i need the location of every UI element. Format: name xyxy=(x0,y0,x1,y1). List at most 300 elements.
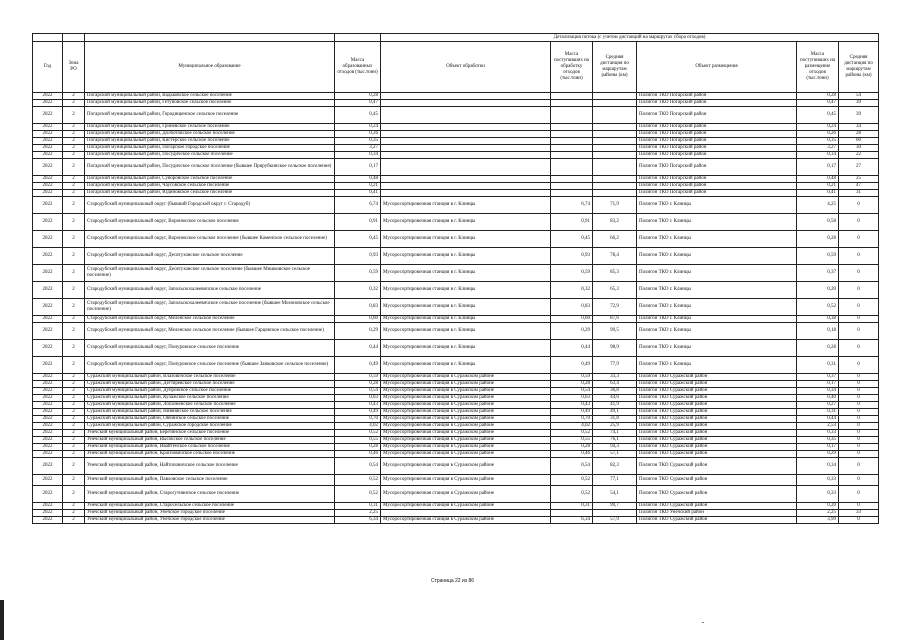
cell-mass-placed: 0,34 xyxy=(797,388,839,395)
cell-mass-generated: 0,26 xyxy=(335,131,381,138)
cell-zone: 2 xyxy=(63,152,85,159)
cell-avg-distance-processing xyxy=(593,176,637,183)
cell-mass-placed: 0,35 xyxy=(797,437,839,444)
table-row xyxy=(33,486,879,503)
table-row xyxy=(33,458,879,475)
cell-year: 2022 xyxy=(33,316,63,323)
cell-municipality: Унечский муниципальный район, Павловское сельское поселение xyxy=(85,475,335,486)
cell-mass-placed: 0,37 xyxy=(797,265,839,282)
cell-zone: 2 xyxy=(63,430,85,437)
cell-year: 2022 xyxy=(33,197,63,214)
cell-mass-placed: 0,31 xyxy=(797,409,839,416)
cell-avg-distance-placement: 39 xyxy=(839,100,879,107)
cell-placement-object: Полигон ТКО Суражский район xyxy=(637,374,797,381)
cell-processing-object xyxy=(381,152,551,159)
cell-processing-object: Мусоросортировочная станция в Суражском районе xyxy=(381,381,551,388)
cell-placement-object: Полигон ТКО Суражский район xyxy=(637,430,797,437)
cell-processing-object: Мусоросортировочная станция в Суражском районе xyxy=(381,402,551,409)
cell-mass-to-processing: 6,74 xyxy=(551,197,593,214)
cell-processing-object: Мусоросортировочная станция в Суражском районе xyxy=(381,517,551,524)
cell-processing-object: Мусоросортировочная станция в Суражском районе xyxy=(381,388,551,395)
cell-mass-generated: 4,02 xyxy=(335,423,381,430)
cell-avg-distance-placement: 0 xyxy=(839,357,879,374)
cell-placement-object: Полигон ТКО Суражский район xyxy=(637,517,797,524)
cell-avg-distance-placement: 0 xyxy=(839,451,879,458)
header-processing-object: Объект обработки xyxy=(381,42,551,93)
cell-avg-distance-processing xyxy=(593,190,637,197)
cell-processing-object: Мусоросортировочная станция в Суражском районе xyxy=(381,486,551,503)
cell-mass-to-processing xyxy=(551,145,593,152)
cell-mass-generated: 0,35 xyxy=(335,138,381,145)
table-row xyxy=(33,503,879,510)
cell-avg-distance-processing: 44,6 xyxy=(593,395,637,402)
cell-mass-to-processing xyxy=(551,152,593,159)
cell-zone: 2 xyxy=(63,381,85,388)
cell-avg-distance-processing: 77,9 xyxy=(593,357,637,374)
table-row xyxy=(33,265,879,282)
cell-year: 2022 xyxy=(33,416,63,423)
cell-processing-object: Мусоросортировочная станция в Суражском районе xyxy=(381,458,551,475)
cell-placement-object: Полигон ТКО Погарский район xyxy=(637,145,797,152)
cell-mass-to-processing xyxy=(551,124,593,131)
cell-zone: 2 xyxy=(63,395,85,402)
cell-zone: 2 xyxy=(63,357,85,374)
cell-municipality: Суражский муниципальный район, Суражское городское поселение xyxy=(85,423,335,430)
cell-placement-object: Полигон ТКО Суражский район xyxy=(637,486,797,503)
cell-placement-object: Полигон ТКО Суражский район xyxy=(637,444,797,451)
cell-mass-to-processing: 0,45 xyxy=(551,231,593,248)
cell-avg-distance-placement: 0 xyxy=(839,409,879,416)
cell-mass-to-processing: 0,52 xyxy=(551,475,593,486)
cell-avg-distance-placement: 0 xyxy=(839,475,879,486)
cell-mass-to-processing: 0,52 xyxy=(551,486,593,503)
cell-zone: 2 xyxy=(63,124,85,131)
cell-mass-generated: 0,24 xyxy=(335,124,381,131)
cell-zone: 2 xyxy=(63,282,85,299)
band-row xyxy=(33,34,879,42)
cell-year: 2022 xyxy=(33,510,63,517)
cell-zone: 2 xyxy=(63,510,85,517)
cell-mass-to-processing xyxy=(551,190,593,197)
table-row xyxy=(33,374,879,381)
table-row xyxy=(33,145,879,152)
cell-year: 2022 xyxy=(33,388,63,395)
cell-mass-to-processing xyxy=(551,100,593,107)
table-row xyxy=(33,517,879,524)
cell-mass-generated: 0,47 xyxy=(335,100,381,107)
cell-avg-distance-processing xyxy=(593,138,637,145)
cell-year: 2022 xyxy=(33,323,63,340)
header-row xyxy=(33,42,879,93)
cell-placement-object: Полигон ТКО Суражский район xyxy=(637,416,797,423)
table-row xyxy=(33,159,879,176)
cell-mass-to-processing: 0,28 xyxy=(551,381,593,388)
cell-placement-object: Полигон ТКО Погарский район xyxy=(637,138,797,145)
table-row xyxy=(33,437,879,444)
cell-year: 2022 xyxy=(33,131,63,138)
cell-municipality: Суражский муниципальный район, Дегтяревское сельское поселение xyxy=(85,381,335,388)
cell-processing-object xyxy=(381,190,551,197)
cell-processing-object: Мусоросортировочная станция в Суражском районе xyxy=(381,409,551,416)
cell-municipality: Унечский муниципальный район, Красновичское сельское поселение xyxy=(85,451,335,458)
cell-processing-object: Мусоросортировочная станция в г. Клинцы xyxy=(381,214,551,231)
cell-zone: 2 xyxy=(63,388,85,395)
scan-speck xyxy=(702,622,704,623)
cell-avg-distance-processing: 94,3 xyxy=(593,444,637,451)
cell-year: 2022 xyxy=(33,357,63,374)
cell-municipality: Суражский муниципальный район, Овчинское сельское поселение xyxy=(85,416,335,423)
cell-avg-distance-processing: 66,2 xyxy=(593,231,637,248)
cell-processing-object: Мусоросортировочная станция в г. Клинцы xyxy=(381,265,551,282)
table-row xyxy=(33,190,879,197)
cell-avg-distance-processing: 33,3 xyxy=(593,374,637,381)
cell-year: 2022 xyxy=(33,486,63,503)
cell-placement-object: Полигон ТКО Погарский район xyxy=(637,107,797,124)
cell-zone: 2 xyxy=(63,231,85,248)
cell-processing-object xyxy=(381,107,551,124)
cell-avg-distance-processing: 57,1 xyxy=(593,451,637,458)
cell-mass-to-processing: 6,34 xyxy=(551,517,593,524)
cell-mass-generated: 0,21 xyxy=(335,183,381,190)
cell-avg-distance-placement: 0 xyxy=(839,430,879,437)
cell-zone: 2 xyxy=(63,444,85,451)
table-row xyxy=(33,409,879,416)
cell-mass-generated: 0,44 xyxy=(335,340,381,357)
cell-processing-object: Мусоросортировочная станция в Суражском районе xyxy=(381,395,551,402)
cell-placement-object: Полигон ТКО г. Клинцы xyxy=(637,231,797,248)
cell-year: 2022 xyxy=(33,374,63,381)
cell-placement-object: Полигон ТКО Суражский район xyxy=(637,402,797,409)
cell-mass-to-processing: 0,49 xyxy=(551,409,593,416)
cell-avg-distance-placement: 0 xyxy=(839,231,879,248)
cell-mass-placed: 0,28 xyxy=(797,231,839,248)
cell-municipality: Суражский муниципальный район, Кулажское сельское поселение xyxy=(85,395,335,402)
header-avg-distance-processing: Средняя дистанция по маршрутам районы (км) xyxy=(593,42,637,93)
cell-avg-distance-processing: 63,4 xyxy=(593,381,637,388)
cell-avg-distance-placement: 22 xyxy=(839,152,879,159)
cell-municipality: Унечский муниципальный район, Старогутнянское сельское поселение xyxy=(85,486,335,503)
scan-edge-mark xyxy=(0,600,4,640)
cell-municipality: Стародубский муниципальный округ, Запольскохалеевичское сельское поселение (бывшее Мохоновское сельское поселение) xyxy=(85,299,335,316)
cell-municipality: Унечский муниципальный район, Березинское сельское поселение xyxy=(85,430,335,437)
cell-processing-object: Мусоросортировочная станция в Суражском районе xyxy=(381,451,551,458)
cell-avg-distance-processing: 25,9 xyxy=(593,423,637,430)
cell-avg-distance-processing xyxy=(593,159,637,176)
table-row xyxy=(33,423,879,430)
cell-avg-distance-placement: 25 xyxy=(839,176,879,183)
cell-municipality: Погарский муниципальный район, Гетуновское сельское поселение xyxy=(85,100,335,107)
cell-year: 2022 xyxy=(33,107,63,124)
cell-processing-object xyxy=(381,93,551,100)
cell-zone: 2 xyxy=(63,409,85,416)
cell-mass-placed: 3,27 xyxy=(797,145,839,152)
cell-mass-to-processing: 0,59 xyxy=(551,374,593,381)
cell-zone: 2 xyxy=(63,265,85,282)
cell-avg-distance-processing xyxy=(593,124,637,131)
cell-placement-object: Полигон ТКО Погарский район xyxy=(637,100,797,107)
cell-placement-object: Полигон ТКО Суражский район xyxy=(637,458,797,475)
cell-mass-to-processing: 0,93 xyxy=(551,248,593,265)
cell-year: 2022 xyxy=(33,231,63,248)
cell-year: 2022 xyxy=(33,517,63,524)
cell-avg-distance-placement: 0 xyxy=(839,282,879,299)
cell-processing-object: Мусоросортировочная станция в Суражском районе xyxy=(381,444,551,451)
cell-year: 2022 xyxy=(33,430,63,437)
cell-mass-placed: 0,40 xyxy=(797,395,839,402)
cell-avg-distance-processing: 49,1 xyxy=(593,409,637,416)
cell-avg-distance-processing xyxy=(593,131,637,138)
cell-mass-generated: 0,34 xyxy=(335,152,381,159)
header-mass-to-processing: Масса поступивших на обработку отходов (тыс.тонн) xyxy=(551,42,593,93)
cell-mass-placed: 0,17 xyxy=(797,159,839,176)
cell-year: 2022 xyxy=(33,282,63,299)
cell-avg-distance-processing: 72,9 xyxy=(593,299,637,316)
cell-mass-placed: 0,37 xyxy=(797,374,839,381)
cell-placement-object: Полигон ТКО Суражский район xyxy=(637,451,797,458)
cell-year: 2022 xyxy=(33,299,63,316)
cell-zone: 2 xyxy=(63,374,85,381)
cell-mass-generated: 0,48 xyxy=(335,176,381,183)
cell-year: 2022 xyxy=(33,402,63,409)
cell-mass-to-processing xyxy=(551,159,593,176)
cell-placement-object: Полигон ТКО Погарский район xyxy=(637,152,797,159)
cell-placement-object: Полигон ТКО Погарский район xyxy=(637,124,797,131)
cell-avg-distance-placement: 0 xyxy=(839,517,879,524)
header-zone: Зона РО xyxy=(63,42,85,93)
cell-mass-placed: 0,34 xyxy=(797,458,839,475)
table-row xyxy=(33,152,879,159)
table-row xyxy=(33,316,879,323)
cell-zone: 2 xyxy=(63,458,85,475)
cell-processing-object: Мусоросортировочная станция в г. Клинцы xyxy=(381,323,551,340)
cell-processing-object: Мусоросортировочная станция в г. Клинцы xyxy=(381,231,551,248)
cell-mass-placed: 0,52 xyxy=(797,299,839,316)
cell-year: 2022 xyxy=(33,444,63,451)
header-avg-distance-placement: Средняя дистанция по маршрутам районы (км) xyxy=(839,42,879,93)
cell-avg-distance-placement: 0 xyxy=(839,381,879,388)
cell-mass-generated: 0,60 xyxy=(335,316,381,323)
cell-placement-object: Полигон ТКО Суражский район xyxy=(637,395,797,402)
header-mass-placed: Масса поступивших на размещение отходов (тыс.тонн) xyxy=(797,42,839,93)
cell-avg-distance-processing xyxy=(593,510,637,517)
cell-mass-placed: 0,17 xyxy=(797,381,839,388)
cell-placement-object: Полигон ТКО г. Клинцы xyxy=(637,316,797,323)
cell-avg-distance-placement: 0 xyxy=(839,486,879,503)
cell-zone: 2 xyxy=(63,340,85,357)
cell-placement-object: Полигон ТКО г. Клинцы xyxy=(637,299,797,316)
cell-mass-placed: 0,59 xyxy=(797,248,839,265)
table-row xyxy=(33,176,879,183)
cell-avg-distance-processing xyxy=(593,145,637,152)
cell-municipality: Стародубский муниципальный округ, Понуровское сельское поселение xyxy=(85,340,335,357)
cell-mass-placed: 0,41 xyxy=(797,190,839,197)
cell-mass-placed: 0,26 xyxy=(797,131,839,138)
cell-avg-distance-placement: 0 xyxy=(839,437,879,444)
cell-municipality: Погарский муниципальный район, Кистерское сельское поселение xyxy=(85,138,335,145)
cell-avg-distance-processing xyxy=(593,183,637,190)
cell-mass-placed: 0,28 xyxy=(797,93,839,100)
cell-zone: 2 xyxy=(63,138,85,145)
cell-mass-placed: 0,20 xyxy=(797,503,839,510)
cell-mass-to-processing xyxy=(551,138,593,145)
cell-year: 2022 xyxy=(33,423,63,430)
cell-placement-object: Полигон ТКО г. Клинцы xyxy=(637,265,797,282)
cell-year: 2022 xyxy=(33,176,63,183)
table-row xyxy=(33,451,879,458)
cell-processing-object xyxy=(381,510,551,517)
cell-mass-to-processing xyxy=(551,510,593,517)
cell-year: 2022 xyxy=(33,100,63,107)
cell-mass-generated: 0,45 xyxy=(335,107,381,124)
cell-placement-object: Полигон ТКО Суражский район xyxy=(637,381,797,388)
cell-year: 2022 xyxy=(33,190,63,197)
table-row xyxy=(33,402,879,409)
cell-avg-distance-placement: 0 xyxy=(839,323,879,340)
cell-year: 2022 xyxy=(33,93,63,100)
cell-year: 2022 xyxy=(33,451,63,458)
cell-mass-placed: 0,47 xyxy=(797,100,839,107)
cell-mass-to-processing: 0,28 xyxy=(551,444,593,451)
cell-mass-generated: 0,93 xyxy=(335,248,381,265)
cell-zone: 2 xyxy=(63,423,85,430)
cell-mass-placed: 0,17 xyxy=(797,444,839,451)
cell-avg-distance-processing: 82,3 xyxy=(593,458,637,475)
table-row xyxy=(33,231,879,248)
cell-processing-object: Мусоросортировочная станция в г. Клинцы xyxy=(381,340,551,357)
cell-municipality: Погарский муниципальный район, Погарское городское поселение xyxy=(85,145,335,152)
cell-avg-distance-placement: 0 xyxy=(839,248,879,265)
cell-municipality: Погарский муниципальный район, Гриневское сельское поселение xyxy=(85,124,335,131)
cell-placement-object: Полигон ТКО г. Клинцы xyxy=(637,282,797,299)
cell-zone: 2 xyxy=(63,437,85,444)
cell-mass-generated: 0,32 xyxy=(335,282,381,299)
cell-zone: 2 xyxy=(63,159,85,176)
table-row xyxy=(33,138,879,145)
cell-mass-to-processing xyxy=(551,176,593,183)
cell-avg-distance-processing: 85,3 xyxy=(593,265,637,282)
cell-placement-object: Полигон ТКО Суражский район xyxy=(637,409,797,416)
cell-placement-object: Полигон ТКО г. Клинцы xyxy=(637,357,797,374)
cell-year: 2022 xyxy=(33,145,63,152)
cell-mass-to-processing: 0,54 xyxy=(551,458,593,475)
cell-avg-distance-processing: 77,1 xyxy=(593,475,637,486)
cell-placement-object: Полигон ТКО Погарский район xyxy=(637,159,797,176)
cell-year: 2022 xyxy=(33,152,63,159)
header-year: Год xyxy=(33,42,63,93)
cell-placement-object: Полигон ТКО г. Клинцы xyxy=(637,197,797,214)
cell-year: 2022 xyxy=(33,214,63,231)
header-mass-generated: Масса образованных отходов (тыс.тонн) xyxy=(335,42,381,93)
band-title: Детализация потока (с учетом дистанций на маршрутах сбора отходов) xyxy=(381,34,879,42)
cell-mass-placed: 0,58 xyxy=(797,214,839,231)
cell-mass-placed: 0,28 xyxy=(797,340,839,357)
cell-processing-object xyxy=(381,176,551,183)
cell-municipality: Унечский муниципальный район, Унечское городское поселение xyxy=(85,517,335,524)
cell-zone: 2 xyxy=(63,503,85,510)
cell-municipality: Стародубский муниципальный округ, Воронокское сельское поселение xyxy=(85,214,335,231)
cell-placement-object: Полигон ТКО Погарский район xyxy=(637,131,797,138)
cell-avg-distance-placement: 0 xyxy=(839,423,879,430)
cell-mass-placed: 0,35 xyxy=(797,138,839,145)
cell-avg-distance-processing: 99,7 xyxy=(593,503,637,510)
cell-municipality: Погарский муниципальный район, Суворовское сельское поселение xyxy=(85,176,335,183)
cell-placement-object: Полигон ТКО Суражский район xyxy=(637,503,797,510)
cell-mass-placed: 0,20 xyxy=(797,282,839,299)
cell-municipality: Стародубский муниципальный округ, Десятуховское сельское поселение (бывшее Мишковское сельское поселение) xyxy=(85,265,335,282)
cell-zone: 2 xyxy=(63,107,85,124)
cell-processing-object: Мусоросортировочная станция в г. Клинцы xyxy=(381,299,551,316)
cell-avg-distance-placement: 0 xyxy=(839,197,879,214)
table-row xyxy=(33,197,879,214)
cell-mass-to-processing: 0,43 xyxy=(551,402,593,409)
cell-avg-distance-placement: 0 xyxy=(839,503,879,510)
cell-municipality: Погарский муниципальный район, Долботовское сельское поселение xyxy=(85,131,335,138)
cell-avg-distance-placement: 54 xyxy=(839,93,879,100)
cell-mass-to-processing: 0,46 xyxy=(551,451,593,458)
cell-mass-placed: 3,99 xyxy=(797,517,839,524)
cell-zone: 2 xyxy=(63,214,85,231)
cell-mass-placed: 0,44 xyxy=(797,416,839,423)
cell-placement-object: Полигон ТКО Погарский район xyxy=(637,190,797,197)
cell-processing-object: Мусоросортировочная станция в Суражском районе xyxy=(381,423,551,430)
cell-mass-generated: 0,41 xyxy=(335,190,381,197)
cell-mass-to-processing: 0,70 xyxy=(551,416,593,423)
cell-avg-distance-processing: 54,1 xyxy=(593,486,637,503)
table-row xyxy=(33,416,879,423)
cell-avg-distance-placement: 0 xyxy=(839,395,879,402)
table-row xyxy=(33,388,879,395)
cell-year: 2022 xyxy=(33,183,63,190)
cell-zone: 2 xyxy=(63,145,85,152)
cell-avg-distance-processing: 36,8 xyxy=(593,388,637,395)
cell-mass-generated: 0,49 xyxy=(335,409,381,416)
cell-processing-object xyxy=(381,100,551,107)
cell-processing-object: Мусоросортировочная станция в Суражском районе xyxy=(381,503,551,510)
table-row xyxy=(33,381,879,388)
cell-municipality: Стародубский муниципальный округ (бывший Городской округ г. Стародуб) xyxy=(85,197,335,214)
cell-avg-distance-processing: 57,9 xyxy=(593,517,637,524)
header-municipality: Муниципальное образование xyxy=(85,42,335,93)
cell-placement-object: Полигон ТКО г. Клинцы xyxy=(637,214,797,231)
cell-municipality: Стародубский муниципальный округ, Понуровское сельское поселение (бывшее Занковское сельское поселение) xyxy=(85,357,335,374)
cell-municipality: Унечский муниципальный район, Старосельское сельское поселение xyxy=(85,503,335,510)
cell-mass-to-processing xyxy=(551,93,593,100)
cell-avg-distance-placement: 0 xyxy=(839,402,879,409)
cell-placement-object: Полигон ТКО г. Клинцы xyxy=(637,323,797,340)
cell-mass-placed: 2,25 xyxy=(797,510,839,517)
cell-year: 2022 xyxy=(33,138,63,145)
cell-municipality: Погарский муниципальный район, Посудичское сельское поселение (бывшее Прирубкинское сельское поселение) xyxy=(85,159,335,176)
waste-flow-table xyxy=(32,33,879,524)
cell-processing-object xyxy=(381,159,551,176)
cell-mass-generated: 0,52 xyxy=(335,475,381,486)
table-row xyxy=(33,248,879,265)
cell-zone: 2 xyxy=(63,93,85,100)
cell-processing-object: Мусоросортировочная станция в г. Клинцы xyxy=(381,316,551,323)
cell-placement-object: Полигон ТКО Суражский район xyxy=(637,475,797,486)
cell-avg-distance-placement: 0 xyxy=(839,265,879,282)
cell-zone: 2 xyxy=(63,323,85,340)
table-row xyxy=(33,124,879,131)
cell-avg-distance-placement: 0 xyxy=(839,416,879,423)
cell-zone: 2 xyxy=(63,475,85,486)
cell-municipality: Погарский муниципальный район, Посудичское сельское поселение xyxy=(85,152,335,159)
cell-avg-distance-placement: 0 xyxy=(839,444,879,451)
cell-year: 2022 xyxy=(33,409,63,416)
cell-avg-distance-processing: 41,9 xyxy=(593,402,637,409)
cell-municipality: Погарский муниципальный район, Чаусовское сельское поселение xyxy=(85,183,335,190)
cell-municipality: Унечский муниципальный район, Высокское сельское поселение xyxy=(85,437,335,444)
